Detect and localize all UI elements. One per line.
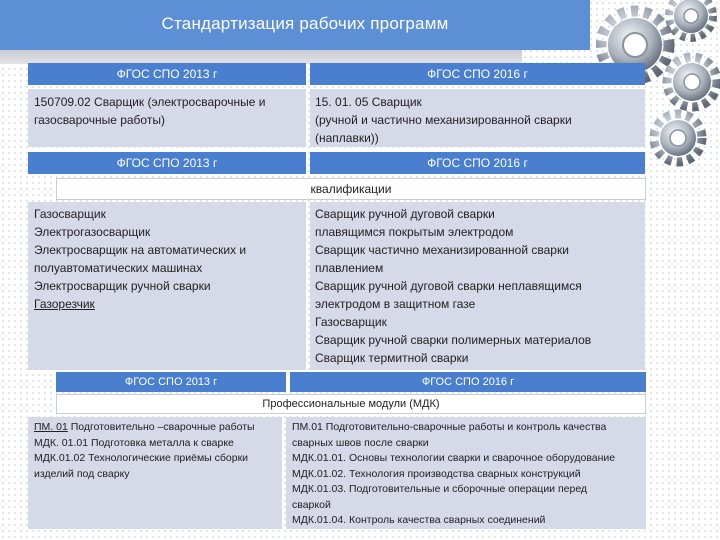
- pm-title: Подготовительно –сварочные работы: [67, 421, 255, 433]
- section2-label: квалификации: [56, 178, 646, 200]
- section1-left-line: газосварочные работы): [34, 113, 165, 127]
- section1-right-line: 15. 01. 05 Сварщик: [315, 95, 422, 109]
- module-line: МДК.01.02. Технология производства сварных конструкций: [292, 467, 581, 480]
- qualification-item: Электросварщик ручной сварки: [34, 279, 211, 293]
- qualification-item: плавлением: [315, 261, 384, 275]
- qualification-item: Сварщик ручной дуговой сварки: [315, 207, 495, 221]
- qualification-item: Сварщик термитной сварки: [315, 351, 469, 365]
- section3-right-header: ФГОС СПО 2016 г: [290, 372, 646, 392]
- qualification-item: плавящимся покрытым электродом: [315, 225, 514, 239]
- gear-icon: [667, 57, 717, 107]
- section1-right-line: (наплавки)): [315, 131, 379, 145]
- qualification-item: Сварщик ручной дуговой сварки неплавящимся: [315, 279, 582, 293]
- gear-icon: [669, 0, 713, 38]
- section1-right-line: (ручной и частично механизированной сварки: [315, 113, 572, 127]
- section2-right-header: ФГОС СПО 2016 г: [310, 152, 645, 174]
- module-line: МДК. 01.01 Подготовка металла к сварке: [34, 436, 234, 449]
- module-line: МДК.01.03. Подготовительные и сборочные операции перед: [292, 483, 588, 495]
- section3-label: Профессиональные модули (МДК): [56, 394, 646, 414]
- section1-right-cell: [310, 89, 645, 147]
- gear-icon: [654, 114, 702, 162]
- qualification-item: полуавтоматических машинах: [34, 261, 203, 275]
- qualification-item: Газорезчик: [34, 297, 95, 311]
- qualification-item: Сварщик ручной сварки полимерных материалов: [315, 333, 592, 347]
- section1-left-cell: [28, 89, 306, 147]
- section2-left-cell: [28, 202, 306, 370]
- module-line: МДК.01.02 Технологические приёмы сборки: [34, 452, 249, 464]
- section3-right-cell: [286, 417, 646, 529]
- qualification-item: Электросварщик на автоматических и: [34, 243, 247, 257]
- page-title: Стандартизация рабочих программ: [161, 14, 449, 33]
- module-line: изделий под сварку: [34, 467, 130, 480]
- qualification-item: Электрогазосварщик: [34, 225, 151, 239]
- module-line: ПМ.01 Подготовительно-сварочные работы и контроль качества: [292, 421, 607, 433]
- section2-left-header: ФГОС СПО 2013 г: [28, 152, 306, 174]
- qualification-item: Сварщик частично механизированной сварки: [315, 243, 569, 257]
- section1-left-line: 150709.02 Сварщик (электросварочные и: [34, 95, 266, 109]
- section3-left-cell: [28, 417, 282, 529]
- qualification-item: Газосварщик: [34, 207, 106, 221]
- pm-code: ПМ. 01: [34, 421, 68, 433]
- module-line: МДК.01.01. Основы технологии сварки и сварочное оборудование: [292, 452, 616, 464]
- qualification-item: Газосварщик: [315, 315, 387, 329]
- qualification-item: электродом в защитном газе: [315, 297, 476, 311]
- module-line: сваркой: [292, 498, 331, 511]
- module-line: МДК.01.04. Контроль качества сварных соединений: [292, 514, 546, 526]
- title-shadow: [0, 50, 522, 64]
- module-line: сварных швов после сварки: [292, 436, 429, 449]
- section1-right-header: ФГОС СПО 2016 г: [310, 63, 645, 85]
- section1-left-header: ФГОС СПО 2013 г: [28, 63, 306, 85]
- section3-left-header: ФГОС СПО 2013 г: [56, 372, 286, 392]
- section2-right-cell: [310, 202, 645, 370]
